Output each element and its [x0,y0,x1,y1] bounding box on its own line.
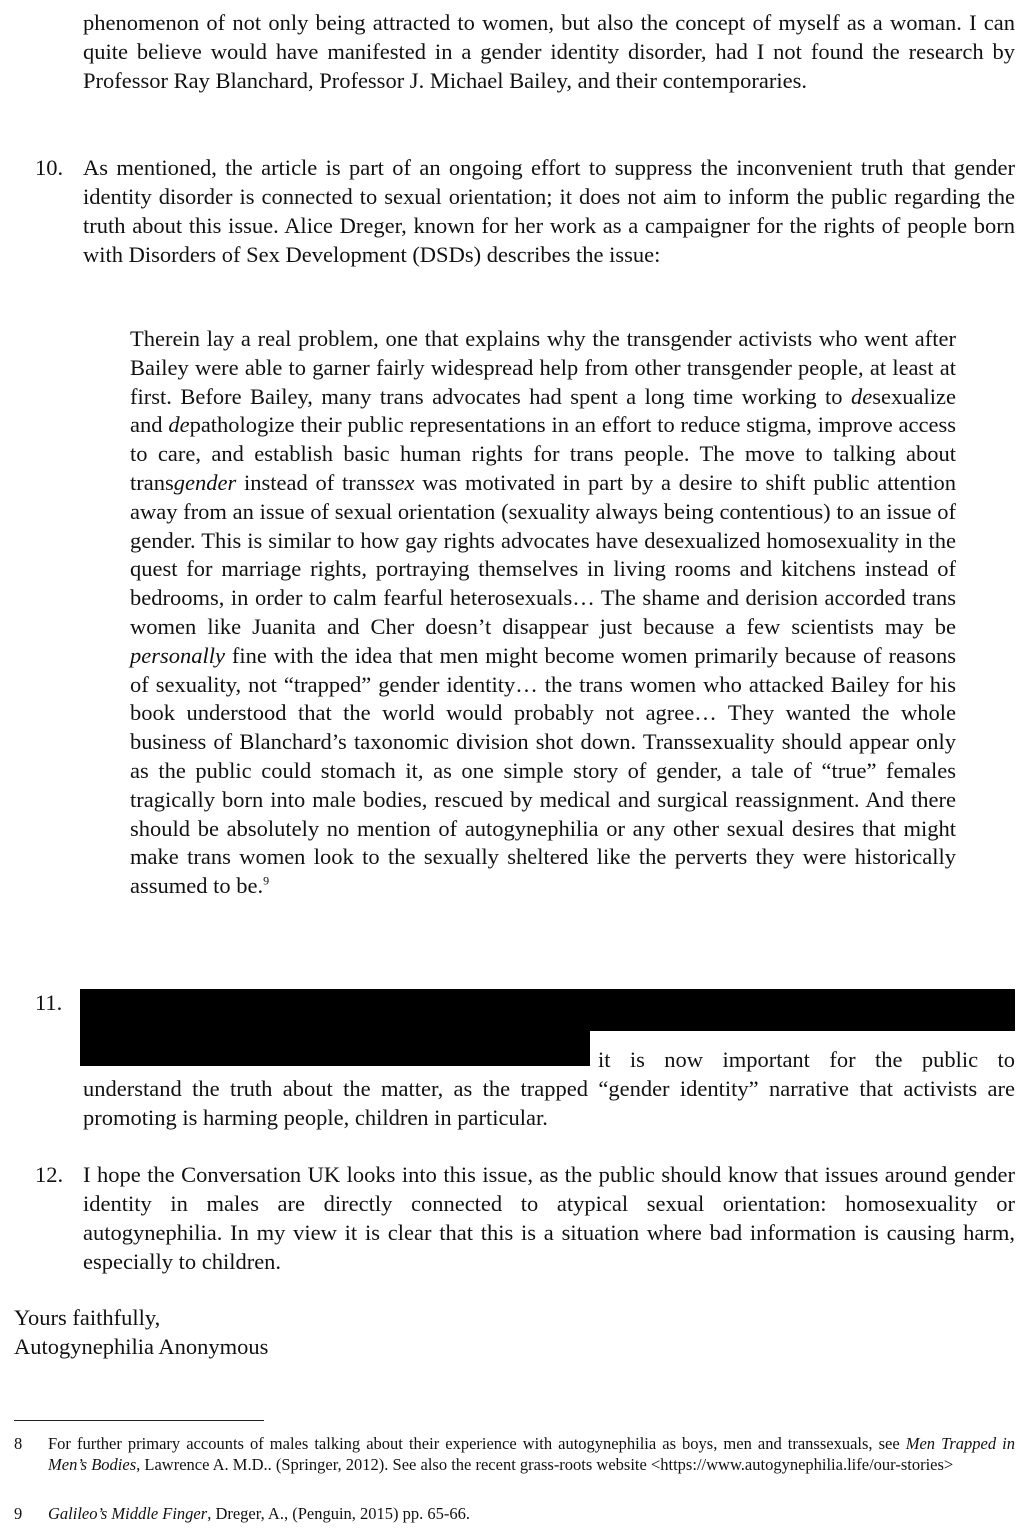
footnote-text-part: , Dreger, A., (Penguin, 2015) pp. 65-66. [207,1504,471,1523]
footnote-divider [14,1420,264,1421]
footnote-text-part: For further primary accounts of males talking about their experience with autogynephilia as boys, men and transsexuals, see [48,1434,906,1453]
item-number: 12. [35,1162,64,1187]
footnote-title: Galileo’s Middle Finger [48,1504,208,1523]
signature: Autogynephilia Anonymous [14,1334,269,1359]
quote-text: was motivated in part by a desire to shift public attention away from an issue of sexual orientation (sexuality always being contentious) to an issue of gender. This is similar to how gay rights advocates have desexualized homosexuality in the quest for marriage rights, portraying themselves in living rooms and kitchens instead of bedrooms, in order to calm fearful heterosexuals… The shame and derision accorded trans women like Juanita and Cher doesn’t disappear just because a few scientists may be [130,469,956,639]
quote-text: pathologize their public representations in an effort to reduce stigma, improve access to care, and establish basic human rights for trans people. The move to talking about trans [130,412,956,495]
quote-emphasis: sex [385,469,415,495]
footnote-text [48,1433,1015,1475]
footnote-number: 9 [14,1504,23,1523]
closing-block [14,1303,268,1361]
footnote-title: Men Trapped in Men’s Bodies [48,1434,1015,1474]
footnote-reference: 9 [263,873,270,888]
quote-text: sexualize and [130,383,956,438]
quote-emphasis: de [851,383,873,409]
quote-emphasis: personally [130,642,225,668]
redaction-bar [80,989,1015,1031]
quote-text: fine with the idea that men might become women primarily because of reasons of sexuality, not “trapped” gender identity… the trans women who attacked Bailey for his book understood that the world would probably not agree… They wanted the whole business of Blanchard’s taxonomic division shot down. Transsexuality should appear only as the public could stomach it, as one simple story of gender, a tale of “true” females tragically born into male bodies, rescued by medical and surgical reassignment. And there should be absolutely no mention of autogynephilia or any other sexual desires that might make trans women look to the sexually sheltered like the perverts they were historically assumed to be. [130,642,956,899]
paragraph-continued: phenomenon of not only being attracted to women, but also the concept of myself as a woman. I can quite believe would have manifested in a gender identity disorder, had I not found the research by Professor Ray Blanchard, Professor J. Michael Bailey, and their contemporaries. [83,10,1015,93]
quote-text: instead of trans [236,469,386,495]
block-quote [130,325,956,901]
item-text: As mentioned, the article is part of an ongoing effort to suppress the inconvenient truth that gender identity disorder is connected to sexual orientation; it does not aim to inform the public regarding the truth about this issue. Alice Dreger, known for her work as a campaigner for the rights of people born with Disorders of Sex Development (DSDs) describes the issue: [83,155,1015,267]
quote-text: Therein lay a real problem, one that explains why the transgender activists who went after Bailey were able to garner fairly widespread help from other transgender people, at least at first. Before Bailey, many trans advocates had spent a long time working to [130,326,956,409]
item-text: I hope the Conversation UK looks into this issue, as the public should know that issues around gender identity in males are directly connected to atypical sexual orientation: homosexuality or autogynephilia. In my view it is clear that this is a situation where bad information is causing harm, especially to children. [83,1162,1015,1274]
quote-emphasis: gender [173,469,237,495]
quote-emphasis: de [168,412,190,438]
item-11-text: understand the truth about the matter, as the trapped “gender identity” narrative that activists are promoting is harming people, children in particular. [83,1076,1015,1130]
footnote-text [48,1503,1015,1524]
footnote-number: 8 [14,1434,23,1453]
footnote-text-part: , Lawrence A. M.D.. (Springer, 2012). See also the recent grass-roots website <https://www.autogynephilia.life/our-stories> [136,1455,954,1474]
item-number: 10. [35,155,64,180]
salutation: Yours faithfully, [14,1305,161,1330]
redaction-bar [80,1031,590,1066]
item-number: 11. [35,990,63,1015]
item-11-tail-text: it is now important for the public to [598,1047,1015,1072]
